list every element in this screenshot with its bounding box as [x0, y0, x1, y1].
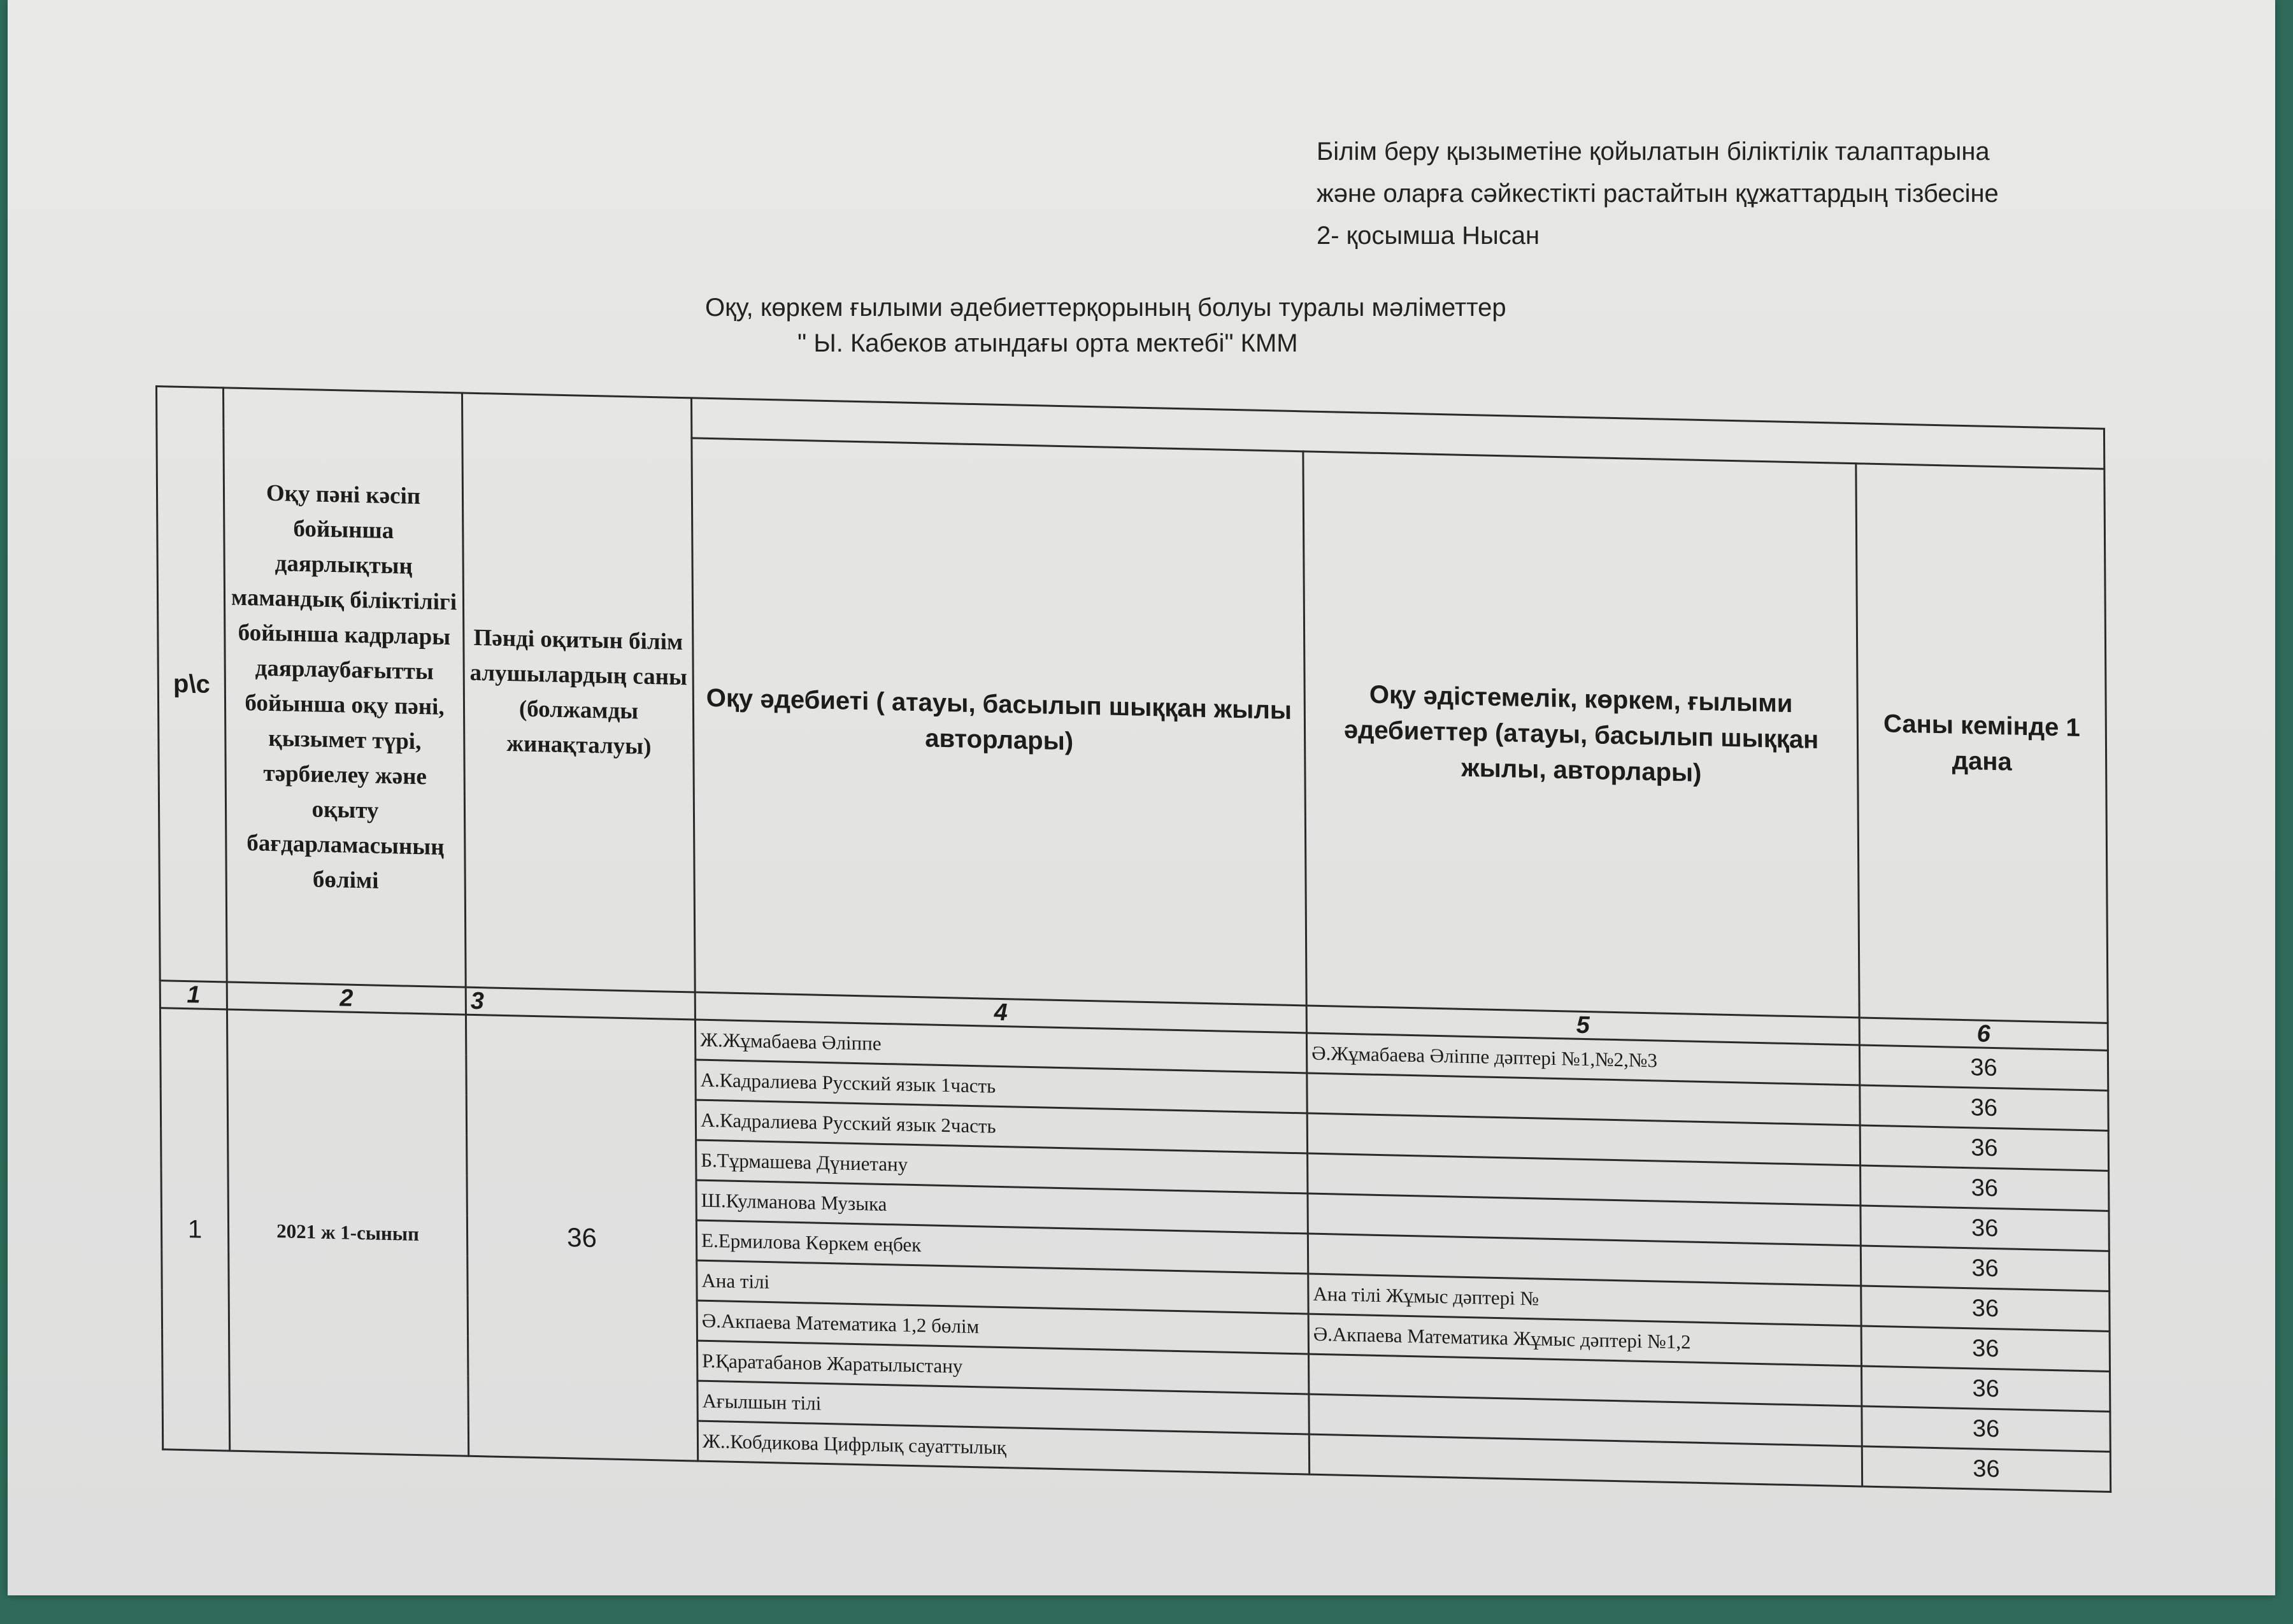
count-cell: 36 [1862, 1366, 2110, 1412]
document-title [645, 290, 1791, 361]
methodical-cell: Ана тілі Жұмыс дәптері № [1308, 1274, 1861, 1326]
count-cell: 36 [1862, 1406, 2110, 1452]
textbook-cell: А.Кадралиева Русский язык 1часть [696, 1060, 1307, 1113]
count-cell: 36 [1859, 1045, 2108, 1091]
count-cell: 36 [1861, 1326, 2110, 1372]
count-cell: 36 [1862, 1446, 2110, 1492]
school-name: " Ы. Кабеков атындағы орта мектебі" КММ [797, 329, 1298, 357]
methodical-cell: Ә.Акпаева Математика Жұмыс дәптері №1,2 [1308, 1314, 1861, 1366]
textbook-cell: Ә.Акпаева Математика 1,2 бөлім [697, 1300, 1308, 1354]
title-line: Оқу, көркем ғылыми әдебиеттерқорының болуы туралы мәліметтер [705, 294, 1506, 322]
textbook-cell: Б.Тұрмашева Дүниетану [696, 1140, 1308, 1193]
textbook-cell: Ш.Кулманова Музыка [696, 1180, 1308, 1234]
header-students: Пәнді оқитын білім алушылардың саны (болжамды жинақталуы) [462, 393, 696, 992]
annotation-line: 2- қосымша Нысан [1317, 222, 1540, 250]
header-index: р\с [157, 387, 227, 982]
column-number: 1 [160, 981, 227, 1009]
annotation-line: және оларға сәйкестікті растайтын құжаттардың тізбесіне [1317, 180, 1999, 208]
count-cell: 36 [1860, 1125, 2108, 1171]
column-number: 5 [1306, 1006, 1859, 1045]
methodical-cell: Ә.Жұмабаева Әліппе дәптері №1,№2,№3 [1306, 1033, 1859, 1085]
count-cell: 36 [1861, 1206, 2109, 1251]
count-cell: 36 [1861, 1246, 2109, 1292]
row-index: 1 [160, 1008, 229, 1451]
class-name: 2021 ж 1-сынып [227, 1009, 468, 1456]
textbook-cell: Ана тілі [697, 1260, 1308, 1314]
document-page [8, 0, 2275, 1595]
textbook-cell: А.Кадралиева Русский язык 2часть [696, 1100, 1307, 1153]
form-annotation [1317, 131, 2208, 257]
textbook-cell: Ж..Кобдикова Цифрлық сауаттылық [697, 1421, 1309, 1474]
column-number: 3 [466, 987, 695, 1020]
textbook-cell: Е.Ермилова Көркем еңбек [696, 1220, 1308, 1274]
annotation-line: Білім беру қызыметіне қойылатын біліктілік талаптарына [1317, 138, 1990, 166]
header-textbooks: Оқу әдебиеті ( атауы, басылып шыққан жылы авторлары) [692, 438, 1306, 1006]
student-count: 36 [466, 1015, 697, 1461]
column-number: 6 [1859, 1018, 2108, 1051]
literature-table [155, 385, 2111, 1493]
textbook-cell: Ж.Жұмабаева Әліппе [695, 1020, 1306, 1073]
header-methodical: Оқу әдістемелік, көркем, ғылыми әдебиеттер (атауы, басылып шыққан жылы, авторлары) [1303, 452, 1859, 1018]
header-subject: Оқу пәні кәсіп бойынша даярлықтың мамандық біліктілігі бойынша кадрлары даярлаубағытты бойынша оқу пәні, қызымет түрі, тәрбиелеу және оқыту бағдарламасының бөлімі [224, 388, 466, 987]
column-number: 4 [695, 992, 1306, 1033]
header-count: Саны кемінде 1 дана [1856, 464, 2108, 1023]
count-cell: 36 [1860, 1085, 2108, 1131]
column-number: 2 [227, 982, 466, 1015]
textbook-cell: Р.Қаратабанов Жаратылыстану [697, 1341, 1309, 1394]
count-cell: 36 [1861, 1165, 2109, 1211]
textbook-cell: Ағылшын тілі [697, 1381, 1309, 1434]
count-cell: 36 [1861, 1286, 2110, 1332]
